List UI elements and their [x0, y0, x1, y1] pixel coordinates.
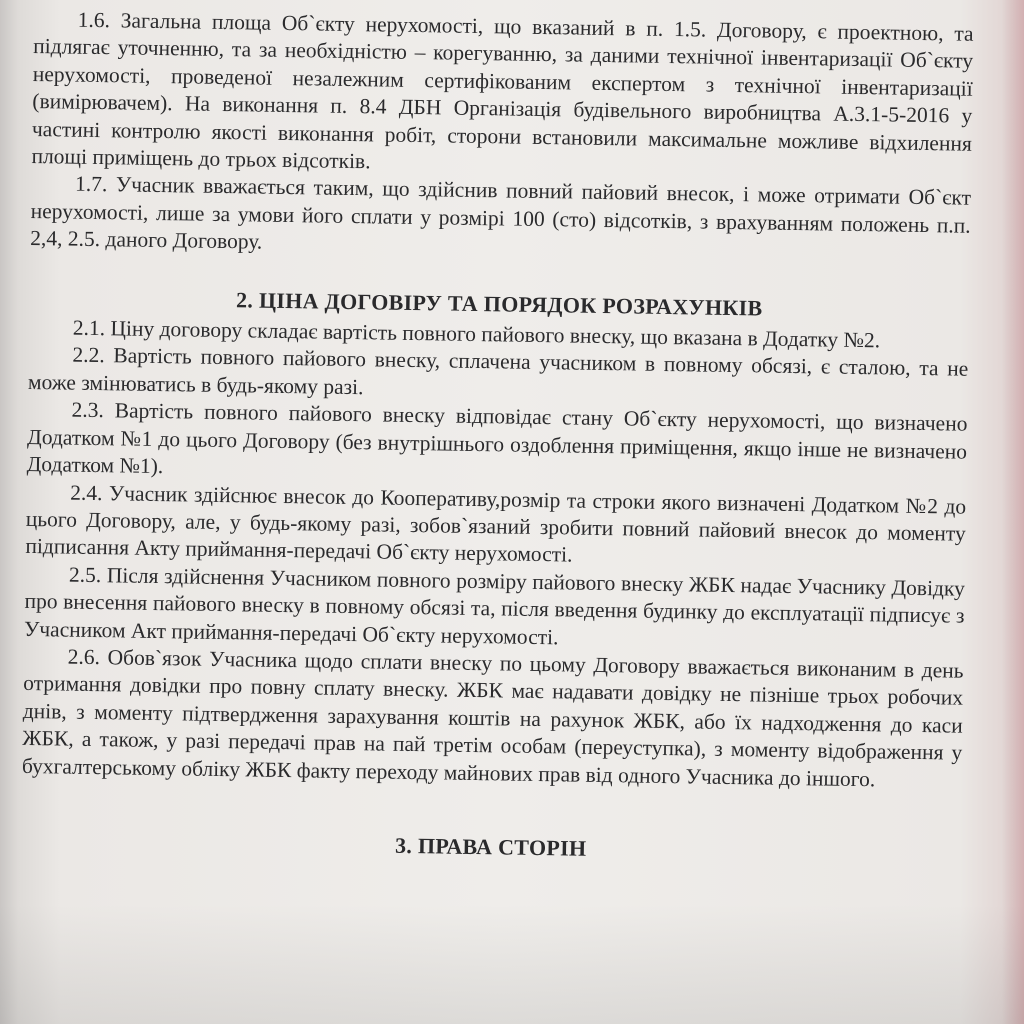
paragraph-2-1: 2.1. Ціну договору складає вартість повного пайового внеску, що вказана в Додатку №2.	[72, 315, 881, 353]
photo-shadow	[0, 904, 1024, 1024]
page-edge	[1002, 0, 1024, 1024]
paragraph-2-3: 2.3. Вартість повного пайового внеску відповідає стану Об`єкту нерухомості, що визначено Додатком №1 до цього Договору (без внутрішнього оздоблення приміщення, якщо інше не визначено Додатком №1).	[26, 397, 968, 479]
paragraph-2-6: 2.6. Обов`язок Учасника щодо сплати внеску по цьому Договору вважається виконаним в день отримання довідки про повну сплату внеску. ЖБК має надавати довідку не пізніше трьох робочих днів, з моменту підтвердження зарахування коштів на рахунок ЖБК, або їх надходження до каси ЖБК, а також, у разі передачі прав на пай третім особам (переуступка), з моменту відображення у бухгалтерському обліку ЖБК факту переходу майнових прав від одного Учасника до іншого.	[21, 644, 964, 791]
section-3-heading: 3. ПРАВА СТОРІН	[394, 832, 587, 861]
paragraph-1-7: 1.7. Учасник вважається таким, що здійснив повний пайовий внесок, і може отримати Об`єкт нерухомості, лише за умови його сплати у розмірі 100 (сто) відсотків, з врахуванням положень п.п. 2,4, 2.5. даного Договору.	[30, 172, 972, 254]
section-2-heading: 2. ЦІНА ДОГОВІРУ ТА ПОРЯДОК РОЗРАХУНКІВ	[235, 286, 763, 321]
paragraph-2-5: 2.5. Після здійснення Учасником повного розміру пайового внеску ЖБК надає Учаснику Довідку про внесення пайового внеску в повному обсязі та, після введення будинку до експлуатації підписує з Учасником Акт приймання-передачі Об`єкту нерухомості.	[23, 562, 966, 649]
document-page	[21, 0, 974, 872]
paragraph-2-4: 2.4. Учасник здійснює внесок до Кооперативу,розмір та строки якого визначені Додатком №2 до цього Договору, але, у будь-якому разі, зобов`язаний зробити повний пайовий внесок до моменту підписання Акту приймання-передачі Об`єкту нерухомості.	[25, 480, 967, 567]
paragraph-2-2: 2.2. Вартість повного пайового внеску, сплачена учасником в повному обсязі, є сталою, та не може змінюватись в будь-якому разі.	[27, 343, 969, 400]
paragraph-1-6: 1.6. Загальна площа Об`єкту нерухомості, що вказаний в п. 1.5. Договору, є проектною, та підлягає уточненню, та за необхідністю – корегуванню, за даними технічної інвентаризації Об`єкту нерухомості, проведеної незалежним сертифікованим експертом з технічної інвентаризації (вимірювачем). На виконання п. 8.4 ДБН Організація будівельного виробництва А.3.1-5-2016 у частині контролю якості виконання робіт, сторони встановили максимальне можливе відхилення площі приміщень до трьох відсотків.	[31, 7, 974, 174]
